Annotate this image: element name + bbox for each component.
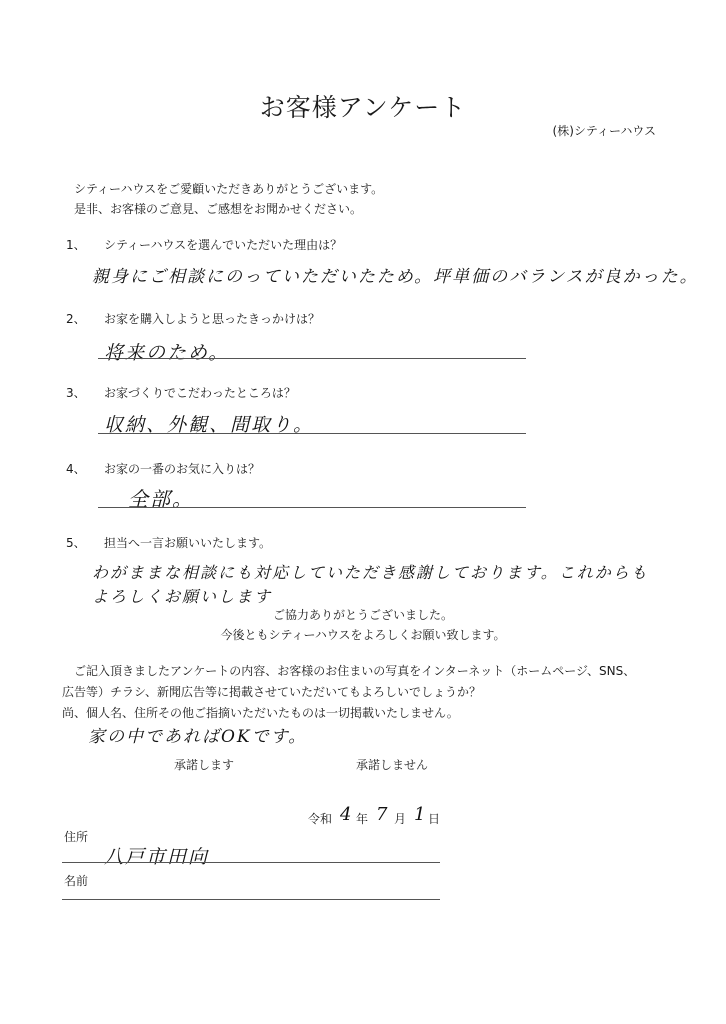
question-4-text: お家の一番のお気に入りは？ <box>104 462 261 476</box>
question-1-text: シティーハウスを選んでいただいた理由は？ <box>104 238 343 252</box>
date-year-value: 4 <box>340 804 354 825</box>
question-3-answer: 収納、外観、間取り。 <box>104 414 315 436</box>
date-era: 令和 <box>308 812 333 826</box>
date-day-value: 1 <box>414 804 428 825</box>
consent-no-option[interactable]: 承諾しません <box>356 758 429 772</box>
question-3-number: 3、 <box>66 386 86 400</box>
publication-notice-line-3: 尚、個人名、住所その他ご指摘いただいたものは一切掲載いたしません。 <box>62 706 459 720</box>
publication-handwritten-comment: 家の中であればOKです。 <box>88 727 308 747</box>
question-5-answer-line-2: よろしくお願いします <box>92 587 273 606</box>
form-title: お客様アンケート <box>259 93 467 122</box>
date-day-unit: 日 <box>428 812 441 826</box>
question-2-answer-line <box>98 358 526 359</box>
consent-yes-option[interactable]: 承諾します <box>174 758 235 772</box>
intro-line-1: シティーハウスをご愛顧いただきありがとうございます。 <box>74 182 384 196</box>
date-month-unit: 月 <box>394 812 407 826</box>
question-2-text: お家を購入しようと思ったきっかけは？ <box>104 312 321 326</box>
question-5-text: 担当へ一言お願いいたします。 <box>104 536 272 550</box>
intro-line-2: 是非、お客様のご意見、ご感想をお聞かせください。 <box>74 202 363 216</box>
address-line <box>62 862 440 863</box>
date-month-value: 7 <box>376 804 390 825</box>
question-4-answer-line <box>98 507 526 508</box>
question-4-number: 4、 <box>66 462 86 476</box>
name-line <box>62 899 440 900</box>
name-label: 名前 <box>64 874 89 888</box>
question-5-answer-line-1: わがままな相談にも対応していただき感謝しております。これからも <box>92 563 649 582</box>
question-3-answer-line <box>98 433 526 434</box>
question-4-answer: 全部。 <box>128 487 194 511</box>
question-3-text: お家づくりでこだわったところは？ <box>104 386 296 400</box>
date-year-unit: 年 <box>356 812 369 826</box>
question-5-number: 5、 <box>66 536 86 550</box>
address-value[interactable]: 八戸市田向 <box>104 846 210 868</box>
question-2-number: 2、 <box>66 312 86 326</box>
publication-notice-line-2: 広告等）チラシ、新聞広告等に掲載させていただいてもよろしいでしょうか？ <box>62 685 482 699</box>
address-label: 住所 <box>64 830 89 844</box>
company-name: (株)シティーハウス <box>552 124 656 138</box>
question-1-answer: 親身にご相談にのっていただいたため。坪単価のバランスが良かった。 <box>92 267 699 287</box>
question-2-answer: 将来のため。 <box>104 342 230 364</box>
closing-thanks: ご協力ありがとうございました。 <box>272 608 453 622</box>
publication-notice-line-1: ご記入頂きましたアンケートの内容、お客様のお住まいの写真をインターネット（ホームページ、SNS、 <box>74 664 636 678</box>
question-1-number: 1、 <box>66 238 86 252</box>
closing-regards: 今後ともシティーハウスをよろしくお願い致します。 <box>220 628 506 642</box>
